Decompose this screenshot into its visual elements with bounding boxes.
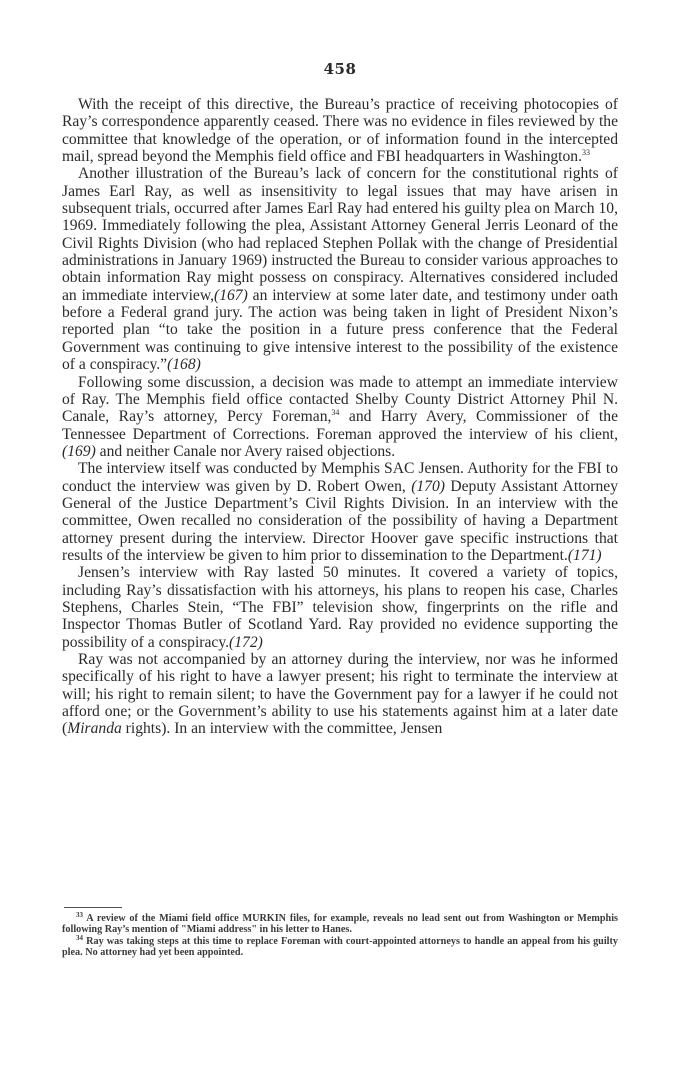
source-citation: (167) bbox=[214, 286, 248, 304]
footnote-number: 33 bbox=[76, 911, 83, 919]
page-number: 458 bbox=[323, 60, 357, 78]
paragraph bbox=[62, 96, 618, 165]
paragraph-text: an interview at some later date, and testimony under oath before a Federal grand jury. The action was being taken in light of President Nixon’s reported plan “to take the position in a future press conference that the Federal Government was continuing to give intensive interest to the possibility of the existence of a conspiracy.” bbox=[62, 286, 618, 374]
paragraph-text: The interview itself was conducted by Memphis SAC Jensen. Authority for the FBI to conduct the interview was given by D. Robert Owen, bbox=[62, 460, 618, 495]
footnote-text: A review of the Miami field office MURKIN files, for example, reveals no lead sent out from Washington or Memphis following Ray’s mention of "Miami address" in his letter to Hanes. bbox=[62, 913, 619, 936]
footnote-separator-rule bbox=[64, 907, 122, 908]
source-citation: (170) bbox=[411, 477, 445, 495]
source-citation: (168) bbox=[167, 356, 201, 374]
source-citation: (171) bbox=[567, 546, 602, 564]
footnote-reference: 34 bbox=[331, 408, 340, 418]
footnote-number: 34 bbox=[76, 933, 83, 942]
body-text bbox=[62, 96, 618, 738]
paragraph-text: With the receipt of this directive, the Bureau’s practice of receiving photocopies of Ray’s correspondence apparently ceased. There was no evidence in files reviewed by the committee that knowledge of the operation, or of information found in the intercepted mail, spread beyond the Memphis field office and FBI headquarters in Washington. bbox=[62, 96, 618, 166]
paragraph bbox=[62, 460, 618, 564]
paragraph bbox=[62, 165, 618, 373]
paragraph-text: Jensen’s interview with Ray lasted 50 minutes. It covered a variety of topics, including Ray’s dissatisfaction with his attorneys, his plans to reopen his case, Charles Stephens, Charles Stein, “The FBI” television show, fingerprints on the rifle and Inspector Thomas Butler of Scotland Yard. Ray provided no evidence supporting the possibility of a conspiracy. bbox=[62, 564, 618, 651]
footnote-reference: 33 bbox=[582, 148, 591, 158]
footnotes bbox=[62, 913, 618, 959]
paragraph bbox=[62, 651, 618, 738]
source-citation: Miranda bbox=[67, 720, 122, 738]
paragraph-text: and neither Canale nor Avery raised objections. bbox=[95, 442, 396, 460]
paragraph-text: Another illustration of the Bureau’s lack of concern for the constitutional rights of James Earl Ray, as well as insensitivity to legal issues that may have arisen in subsequent trials, occurred after James Earl Ray had entered his guilty plea on March 10, 1969. Immediately following the plea, Assistant Attorney General Jerris Leonard of the Civil Rights Division (who had replaced Stephen Pollak with the change of Presidential administrations in January 1969) instructed the Bureau to consider various approaches to obtain information Ray might possess on conspiracy. Alternatives considered included an immediate interview, bbox=[62, 165, 618, 304]
footnote bbox=[62, 913, 618, 936]
paragraph bbox=[62, 374, 618, 461]
footnote-text: Ray was taking steps at this time to replace Foreman with court-appointed attorneys to handle an appeal from his guilty plea. No attorney had yet been appointed. bbox=[62, 935, 618, 959]
source-citation: (169) bbox=[62, 442, 96, 460]
paragraph-text: Following some discussion, a decision was made to attempt an immediate interview of Ray. The Memphis field office contacted Shelby County District Attorney Phil N. Canale, Ray’s attorney, Percy Foreman, bbox=[62, 373, 618, 426]
paragraph-text: Deputy Assistant Attorney General of the Justice Department’s Civil Rights Division. In an interview with the committee, Owen recalled no consideration of the possibility of having a Department attorney present during the interview. Director Hoover gave specific instructions that results of the interview be given to him prior to dissemination to the Department. bbox=[62, 477, 618, 564]
footnote bbox=[62, 933, 618, 959]
paragraph-text: rights). In an interview with the committee, Jensen bbox=[121, 720, 443, 738]
paragraph bbox=[62, 564, 618, 651]
paragraph-text: and Harry Avery, Commissioner of the Tennessee Department of Corrections. Foreman approved the interview of his client, bbox=[62, 408, 618, 443]
paragraph-text: Ray was not accompanied by an attorney during the interview, nor was he informed specifically of his right to have a lawyer present; his right to terminate the interview at will; his right to remain silent; to have the Government pay for a lawyer if he could not afford one; or the Government’s ability to use his statements against him at a later date ( bbox=[62, 651, 618, 738]
source-citation: (172) bbox=[229, 633, 263, 651]
